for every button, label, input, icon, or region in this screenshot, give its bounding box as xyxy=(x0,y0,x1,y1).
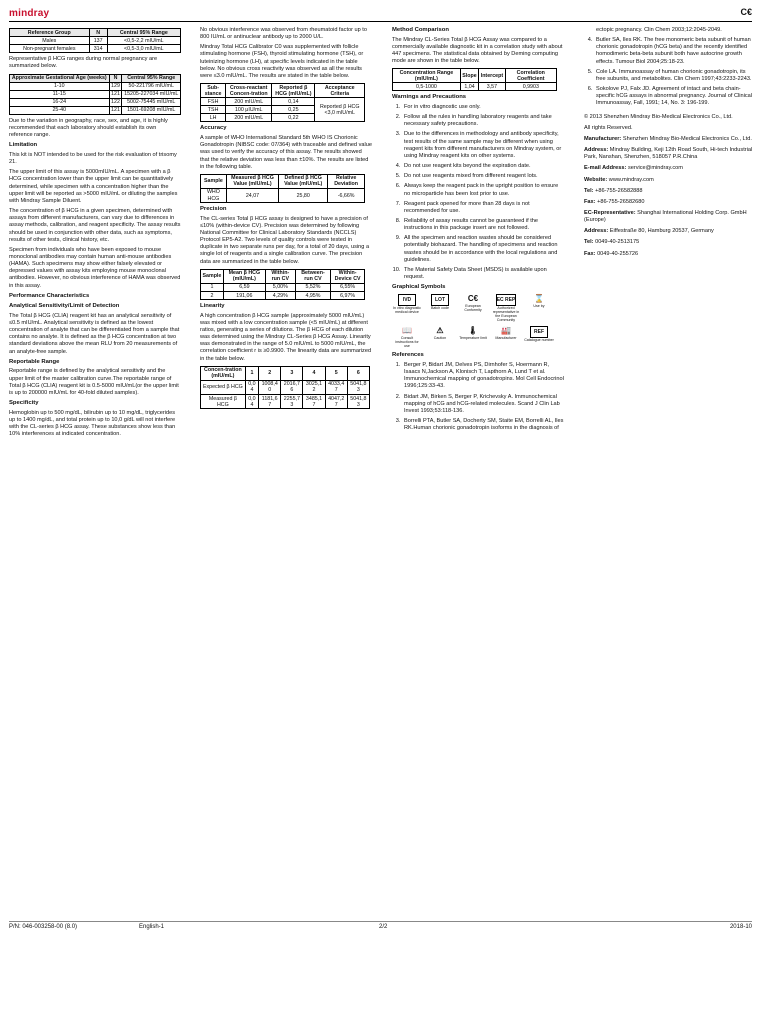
paragraph: This kit is NOT intended to be used for the risk evaluation of trisomy 21. xyxy=(9,151,177,166)
section-heading: Method Comparison xyxy=(392,27,449,33)
table-row xyxy=(393,83,557,91)
lot-icon: LOT xyxy=(431,294,449,306)
th: 2 xyxy=(259,366,281,380)
list-item: 5. Do not use reagents mixed from different reagent lots. xyxy=(402,173,564,180)
paragraph: The upper limit of this assay is 5000mIU/mL. A specimen with a β HCG concentration lower than the upper limit can be quantitatively determined, while specimen with a concentration higher than the upper limit will be reported as >5000 mIU/mL or diluting the samples with Mindray Sample Diluent. xyxy=(9,169,178,204)
symbol-label: Temperature limit xyxy=(459,335,487,340)
cell: -6,66% xyxy=(328,188,365,202)
value: Shanghai International Holding Corp. GmbH (Europe) xyxy=(584,209,747,224)
factory-icon: 🏭 xyxy=(501,325,511,335)
cell: 2 xyxy=(201,292,224,300)
th: Sample xyxy=(201,269,224,283)
list-item: 1. Berger P, Bidart JM, Delves PS, Dirnhofer S, Hoermann R, Isaacs N,Jackson A, Klonisch T, Lapthorn A, Lund T et al. Immunochemical mapping of gonadotropins. Mol Cell Endocrinol 1996;125:33-43. xyxy=(402,362,564,391)
symbol-label: Authorized representative in the European Community xyxy=(492,305,520,322)
cell: 0,0 4 xyxy=(245,395,258,409)
table-row xyxy=(201,292,365,300)
table-row xyxy=(201,395,370,409)
th: Concentration Range (mIU/mL) xyxy=(393,69,461,83)
label: Address: xyxy=(584,228,609,235)
cell: 6,55% xyxy=(331,283,365,291)
value: 0049-40-2513175 xyxy=(593,239,640,246)
table-row xyxy=(201,98,365,106)
cell: 4,29% xyxy=(265,292,295,300)
cell: 200 mIU/mL xyxy=(226,114,272,122)
table-row xyxy=(10,37,181,45)
th: 5 xyxy=(325,366,347,380)
cell: 1008,4 0 xyxy=(259,380,281,394)
cell: 1-10 xyxy=(10,82,110,90)
page-footer xyxy=(9,921,752,934)
cell: 4,95% xyxy=(295,292,330,300)
ref-icon: REF xyxy=(530,326,548,338)
ec-telephone xyxy=(584,239,756,246)
th: Sample xyxy=(201,174,227,188)
paragraph: No obvious interference was observed from rheumatoid factor up to 800 IU/mL or antinuclear antibody up to 2000 U/L. xyxy=(200,27,367,41)
cell: 122 xyxy=(109,98,122,106)
ec-fax xyxy=(584,251,756,258)
cell: 5,52% xyxy=(295,283,330,291)
cell: 50-221796 mIU/mL xyxy=(122,82,181,90)
manufacturer xyxy=(584,136,756,143)
cell: FSH xyxy=(201,98,226,106)
list-item: 9. All the specimen and reaction wastes should be considered potentially biohazard. The handling of specimens and reaction wastes should be in accordance with the local regulations and guidelines. xyxy=(402,235,564,264)
symbol-label: In vitro diagnostic medical device xyxy=(393,305,421,314)
th: Central 95% Range xyxy=(122,74,181,82)
section-heading: Warnings and Precautions xyxy=(392,94,467,101)
cell: 24,07 xyxy=(226,188,278,202)
cell: 0,25 xyxy=(272,106,315,114)
cell: 3025,1 2 xyxy=(303,380,325,394)
thermometer-icon: 🌡 xyxy=(467,325,479,335)
th: Correlation Coefficient xyxy=(505,69,556,83)
symbol-consult xyxy=(392,326,422,349)
table-row xyxy=(10,106,181,114)
paragraph: A high concentration β HCG sample (approximately 5000 mIU/mL) was mixed with a low concentration sample (<5 mIU/mL) at different ratios, generating a series of dilutions. The β HCG of each dilution was determined using the Mindray CL-Series β HCG Assay. Linearity was demonstrated in the range of 5.0 mIU/mL to 5000 mIU/mL, the correlation coefficient r is ≥0.9900. The linearity data are summarized in the table below. xyxy=(200,312,372,362)
address xyxy=(584,147,756,161)
symbol-label: European Conformity xyxy=(464,303,482,312)
th: Slope xyxy=(460,69,478,83)
cell: 4033,4 7 xyxy=(325,380,347,394)
value: Eiffestraße 80, Hamburg 20537, Germany xyxy=(608,228,714,235)
references-list-continued xyxy=(584,37,756,107)
list-item: 3. Due to the differences in methodology and antibody specificity, test results of the same sample may be different when using reagent kits from different manufacturers on Mindray system, or using Mindray reagent kits on other systems. xyxy=(402,131,564,160)
cell: 4047,2 7 xyxy=(325,395,347,409)
cross-reactivity-table xyxy=(200,83,365,122)
hourglass-icon: ⌛ xyxy=(534,293,544,303)
label: Fax: xyxy=(584,250,596,257)
cell: <0,5-3,0 mIU/mL xyxy=(107,45,180,53)
table-row xyxy=(201,380,370,394)
symbol-ec-rep xyxy=(491,294,521,323)
gestational-age-table xyxy=(9,74,181,115)
cell: 15205-227034 mIU/mL xyxy=(122,90,181,98)
list-item: 6. Always keep the reagent pack in the upright position to ensure no microparticle has been lost prior to use. xyxy=(402,183,564,197)
fax xyxy=(584,199,756,206)
cell: LH xyxy=(201,114,226,122)
symbols-grid xyxy=(392,294,564,349)
symbol-label: Manufacturer xyxy=(495,335,517,340)
list-item: 7. Reagent pack opened for more than 28 days is not recommended for use. xyxy=(402,201,564,215)
column-3 xyxy=(392,27,564,435)
symbol-use-by xyxy=(524,294,554,323)
th: Central 95% Range xyxy=(107,29,180,37)
section-heading: Precision xyxy=(200,206,227,213)
symbol-temperature xyxy=(458,326,488,349)
symbol-label: Consult instructions for use xyxy=(395,335,419,348)
caution-icon: ⚠ xyxy=(436,325,444,335)
list-item: 6. Sokolove PJ, Falx JD. Agreement of intact and beta chain-specific hCG assays in abnormal pregnancy. Journal of Clinical Immunoassay, Fall, 1991; 14, No. 3: 196-199. xyxy=(594,86,756,107)
label: E-mail Address: xyxy=(584,165,627,172)
cell: 314 xyxy=(89,45,107,53)
list-item: 4. Do not use reagent kits beyond the expiration date. xyxy=(402,163,564,170)
cell: Expected β HCG xyxy=(201,380,246,394)
precision-table xyxy=(200,269,365,300)
cell: 5002-75445 mIU/mL xyxy=(122,98,181,106)
list-item: 2. Follow all the rules in handling laboratory reagents and take necessary safety precautions. xyxy=(402,114,564,128)
cell: 191,06 xyxy=(223,292,265,300)
cell: 11-15 xyxy=(10,90,110,98)
th: Cross-reactant Concen-tration xyxy=(226,84,272,98)
rights: All rights Reserved. xyxy=(584,124,633,131)
revision-date: 2018-10 xyxy=(729,924,752,930)
value: +86-755-26582888 xyxy=(593,187,643,194)
section-heading: Linearity xyxy=(200,303,225,310)
list-item: 1. For in vitro diagnostic use only. xyxy=(402,104,564,111)
th: Mean β HCG (mIU/mL) xyxy=(223,269,265,283)
section-heading: Performance Characteristics xyxy=(9,292,90,299)
label: Tel: xyxy=(584,187,594,194)
ivd-icon: IVD xyxy=(398,294,416,306)
label: Fax: xyxy=(584,198,596,205)
th: 1 xyxy=(245,366,258,380)
th: Reference Group xyxy=(10,29,90,37)
paragraph: The Total β HCG (CLIA) reagent kit has an analytical sensitivity of ≤0.5 mIU/mL. Analytical sensitivity is defined as the lowest concentration of analyte that can be differentiated from a sample that contains no analyte. It is defined as the β HCG concentration at two standard deviations above the mean RLU from 20 measurements of an analyte-free sample. xyxy=(9,312,180,355)
list-item: 4. Butler SA, Iles RK. The free monomeric beta subunit of human chorionic gonadotropin (hCG beta) and the recently identified homodimeric beta-beta subunit both have autocrine growth effects. Tumour Biol 2004;25:18-23. xyxy=(594,37,756,66)
symbol-ref xyxy=(524,326,554,349)
accuracy-table xyxy=(200,174,365,203)
cell: Measured β HCG xyxy=(201,395,246,409)
paragraph: Specimen from individuals who have been exposed to mouse monoclonal antibodies may contain human anti-mouse antibodies (HAMA). Such specimens may show either falsely elevated or depressed values with assay kits employing mouse monoclonal antibodies. However, no obvious interference of HAMA was observed in this assay. xyxy=(9,246,181,289)
subsection-heading: Reportable Range xyxy=(9,358,60,365)
symbol-manufacturer xyxy=(491,326,521,349)
cell: WHO HCG xyxy=(201,188,227,202)
cell: 0,5-1000 xyxy=(393,83,461,91)
list-item: 5. Cole LA. Immunoassay of human chorionic gonadotropin, its free subunits, and metabolites. Clin Chem 1997;43:2233-2243. xyxy=(594,69,756,83)
references-list xyxy=(392,362,564,432)
part-number: P/N: 046-003258-00 (8.0) xyxy=(9,924,78,930)
cell: 137 xyxy=(89,37,107,45)
cell: 1,04 xyxy=(460,83,478,91)
th: Acceptance Criteria xyxy=(315,84,365,98)
symbol-label: Use by xyxy=(533,303,545,308)
telephone xyxy=(584,188,756,195)
cell: 16-24 xyxy=(10,98,110,106)
th: N xyxy=(109,74,122,82)
cell: 0,0 4 xyxy=(245,380,258,394)
th: Within-run CV xyxy=(265,269,295,283)
paragraph: Mindray Total HCG Calibrator C0 was supplemented with follicle stimulating hormone (FSH), thyroid stimulating hormone (TSH), or luteinizing hormone (LH), at specific levels indicated in the table below. No obvious cross reactivity was observed as all the results were ≤3.0 mIU/mL. The results are stated in the table below. xyxy=(200,44,364,79)
th: Concen-tration (mIU/mL) xyxy=(201,366,246,380)
subsection-heading: Specificity xyxy=(9,399,39,406)
paragraph: The concentration of β HCG in a given specimen, determined with assays from different manufacturers, can vary due to differences in assay methods, calibration, and reagent specificity. The assay results should be used in conjunction with other data, such as symptoms, results of other tests, clinical history, etc. xyxy=(9,208,181,243)
table-row xyxy=(201,283,365,291)
value: +86-755-26582680 xyxy=(595,198,645,205)
ce-mark-icon: C€ xyxy=(740,7,752,17)
copyright: © 2013 Shenzhen Mindray Bio-Medical Electronics Co., Ltd. xyxy=(584,113,733,120)
book-icon: 📖 xyxy=(402,325,412,335)
label: Website: xyxy=(584,176,608,183)
table-row xyxy=(10,45,181,53)
language: English-1 xyxy=(139,924,165,930)
paragraph: The CL-series Total β HCG assay is designed to have a precision of ≤10% (within-device CV). Precision was determined by following National Committee for Clinical Laboratory Standards (NCCLS) Protocol EP5-A2. Two levels of quality controls were tested in duplicate in two separate runs per day, for a total of 20 days, using a single lot of reagents and a single calibration curve. The precision data are summarized in the table below. xyxy=(200,215,370,265)
page-header xyxy=(9,7,752,22)
warnings-list xyxy=(392,104,564,281)
cell: <0,5-2,2 mIU/mL xyxy=(107,37,180,45)
cell: Non-pregnant females xyxy=(10,45,90,53)
th: Defined β HCG Value (mIU/mL) xyxy=(279,174,328,188)
th: Reported β HCG (mIU/mL) xyxy=(272,84,315,98)
cell: 129 xyxy=(109,82,122,90)
list-item: 8. Reliability of assay results cannot be guaranteed if the instructions in this package insert are not followed. xyxy=(402,218,564,232)
symbol-lot xyxy=(425,294,455,323)
website xyxy=(584,177,756,184)
column-2 xyxy=(200,27,372,412)
cell: 3485,1 7 xyxy=(303,395,325,409)
cell: 5041,8 3 xyxy=(347,395,369,409)
list-item: 10. The Material Safety Data Sheet (MSDS) is available upon request. xyxy=(402,267,564,281)
reference-continuation: ectopic pregnancy. Clin Chem 2003;12:2045-2049. xyxy=(596,27,722,33)
section-heading: Limitation xyxy=(9,142,38,149)
ec-address xyxy=(584,228,756,235)
th: 6 xyxy=(347,366,369,380)
cell: 2255,7 3 xyxy=(281,395,303,409)
th: Approximate Gestational Age (weeks) xyxy=(10,74,110,82)
paragraph: The Mindray CL-Series Total β HCG Assay was compared to a commercially available diagnostic kit in a correlation study with about 447 specimens. The statistical data obtained by Deming computing mode are shown in the table below. xyxy=(392,36,563,65)
paragraph: Hemoglobin up to 500 mg/dL, bilirubin up to 10 mg/dL, triglycerides up to 1400 mg/dL, and total protein up to 10,0 g/dL will not interfere with the CL-series β HCG assay. These substances show less than 10% interferences at indicated concentration. xyxy=(9,409,176,437)
cell: 6,59 xyxy=(223,283,265,291)
th: N xyxy=(89,29,107,37)
section-heading: References xyxy=(392,352,424,359)
cell: 0,22 xyxy=(272,114,315,122)
symbol-label: Caution xyxy=(433,335,447,340)
page-number: 2/2 xyxy=(379,924,388,930)
symbol-ivd xyxy=(392,294,422,323)
cell: Males xyxy=(10,37,90,45)
paragraph: Representative β HCG ranges during normal pregnancy are summarized below. xyxy=(9,56,158,70)
ce-icon: C€ xyxy=(467,293,479,303)
subsection-heading: Analytical Sensitivity/Limit of Detection xyxy=(9,303,120,310)
cell: 121 xyxy=(109,106,122,114)
cell: 1 xyxy=(201,283,224,291)
email xyxy=(584,165,756,172)
th: Relative Deviation xyxy=(328,174,365,188)
list-item: 2. Bidart JM, Birken S, Berger P, Krichevsky A. Immunochemical mapping of hCG and hCG-related molecules. Scand J Clin Lab Invest 1993;53:118-136. xyxy=(402,394,564,415)
cell: 3,57 xyxy=(479,83,505,91)
cell: 25,80 xyxy=(279,188,328,202)
cell: 6,97% xyxy=(331,292,365,300)
th: Measured β HCG Value (mIU/mL) xyxy=(226,174,278,188)
method-comparison-table xyxy=(392,68,557,91)
section-heading: Accuracy xyxy=(200,125,227,132)
symbol-label: Catalogue number xyxy=(524,337,554,342)
th: 4 xyxy=(303,366,325,380)
cell: 1501-69208 mIU/mL xyxy=(122,106,181,114)
column-4 xyxy=(584,27,756,262)
linearity-table xyxy=(200,366,370,409)
symbol-label: Batch code xyxy=(431,305,449,310)
value: 0049-40-255726 xyxy=(595,250,639,257)
label: Manufacturer: xyxy=(584,135,622,142)
table-row xyxy=(10,82,181,90)
ec-representative xyxy=(584,210,756,224)
cell: 5,00% xyxy=(265,283,295,291)
value: service@mindray.com xyxy=(626,165,683,172)
th: Within-Device CV xyxy=(331,269,365,283)
ec-rep-icon: EC REP xyxy=(496,294,517,306)
symbol-caution xyxy=(425,326,455,349)
value: www.mindray.com xyxy=(607,176,654,183)
cell: 2016,7 6 xyxy=(281,380,303,394)
paragraph: Reportable range is defined by the analytical sensitivity and the upper limit of the master calibration curve.The reportable range of Total β HCG (CLIA) reagent kit is 0.5-5000 mIU/mL(or the upper limit is up to 200000 mIU/mL for 40-fold diluted samples). xyxy=(9,368,179,396)
cell: 0,14 xyxy=(272,98,315,106)
th: 3 xyxy=(281,366,303,380)
paragraph: A sample of WHO International Standard 5th WHO IS Chorionic Gonadotropin (NIBSC code: 07/364) with traceable and defined value was used to verify the accuracy of this assay. The results showed that the relative deviation was less than ±10%. The results are listed in the following table. xyxy=(200,135,372,170)
cell: TSH xyxy=(201,106,226,114)
label: EC-Representative: xyxy=(584,209,636,216)
th: Between-run CV xyxy=(295,269,330,283)
symbol-ce xyxy=(458,294,488,323)
cell: Reported β HCG <3,0 mIU/mL xyxy=(315,98,365,122)
cell: 5041,8 3 xyxy=(347,380,369,394)
cell: 0,9903 xyxy=(505,83,556,91)
cell: 25-40 xyxy=(10,106,110,114)
value: Shenzhen Mindray Bio-Medical Electronics Co., Ltd. xyxy=(621,135,752,142)
cell: 200 mIU/mL xyxy=(226,98,272,106)
column-1 xyxy=(9,27,181,441)
th: Sub-stance xyxy=(201,84,226,98)
reference-group-table xyxy=(9,28,181,53)
value: Mindray Building, Keji 12th Road South, Hi-tech Industrial Park, Nanshan, Shenzhen, 518057 P.R.China xyxy=(584,147,753,161)
th: Intercept xyxy=(479,69,505,83)
table-row xyxy=(201,188,365,202)
list-item: 3. Borrelli PTA, Butler SA, Docherty SM, Staite EM, Borrelli AL, Iles RK.Human chorionic gonadotropin isoforms in the diagnosis of xyxy=(402,418,564,432)
paragraph: Due to the variation in geography, race, sex, and age, it is highly recommended that each laboratory should establish its own reference range. xyxy=(9,117,168,139)
label: Tel: xyxy=(584,239,594,246)
cell: 121 xyxy=(109,90,122,98)
cell: 1181,6 7 xyxy=(259,395,281,409)
label: Address: xyxy=(584,147,609,154)
mindray-logo: mindray xyxy=(9,8,50,19)
table-row xyxy=(10,98,181,106)
cell: 100 μIU/mL xyxy=(226,106,272,114)
section-heading: Graphical Symbols xyxy=(392,284,446,291)
table-row xyxy=(10,90,181,98)
